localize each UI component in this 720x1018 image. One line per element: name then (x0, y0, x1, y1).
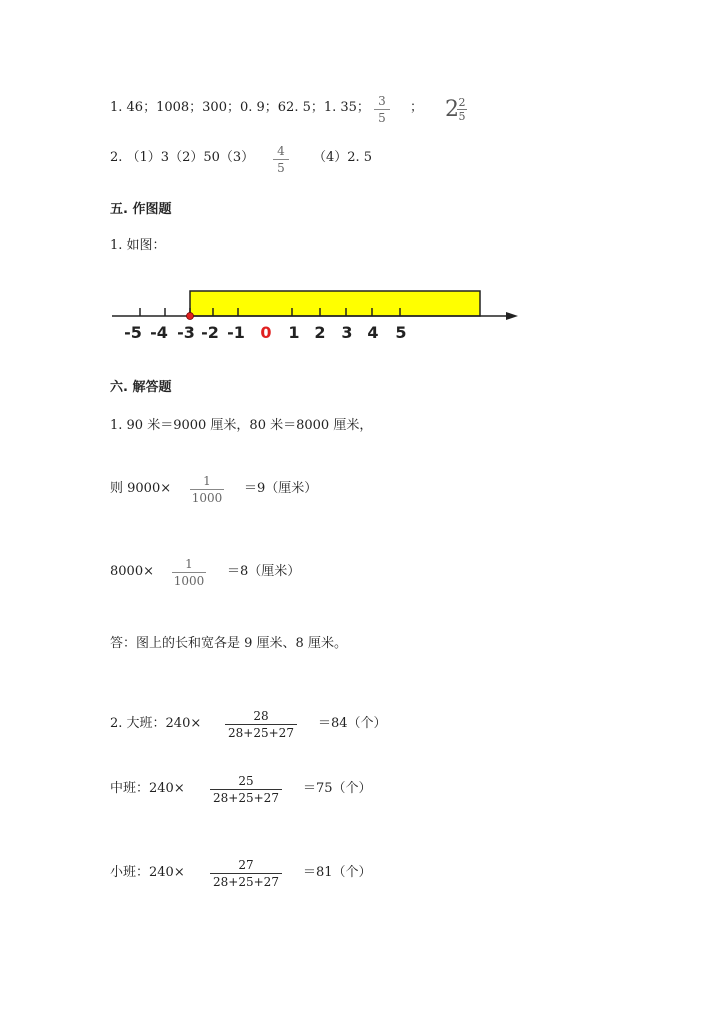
tick-label: 2 (314, 323, 326, 342)
fraction-bar (225, 724, 297, 725)
answer-6-2-line3-prefix: 小班：240× (110, 865, 185, 880)
fraction-bar (273, 159, 289, 160)
answer-6-2-line1-result: ＝84（个） (318, 716, 387, 731)
answer-6-2-line1-fraction (225, 709, 297, 740)
fraction-numerator: 4 (277, 144, 285, 158)
answer-4-2-text-b: （4）2. 5 (313, 150, 373, 165)
answer-4-1-fraction (374, 94, 390, 125)
tick-labels (124, 323, 406, 342)
answer-6-1-conclusion: 答：图上的长和宽各是 9 厘米、8 厘米。 (110, 636, 347, 651)
mixed-number-fraction (457, 97, 467, 122)
answer-6-2-line1-prefix: 2. 大班：240× (110, 716, 202, 731)
answer-6-1-line3-fraction (172, 557, 206, 588)
number-line-figure (0, 280, 720, 350)
tick-label: 4 (367, 323, 379, 342)
tick-label: 1 (288, 323, 300, 342)
answer-6-2-line2-result: ＝75（个） (303, 781, 372, 796)
answer-4-1-separator: ； (410, 100, 424, 115)
answer-6-1-line3-result: ＝8（厘米） (227, 564, 301, 579)
fraction-bar (190, 489, 224, 490)
section-5-heading: 五. 作图题 (110, 202, 172, 217)
start-point-dot (187, 313, 194, 320)
answer-6-1-line2-result: ＝9（厘米） (244, 481, 318, 496)
fraction-denominator: 5 (378, 111, 386, 125)
fraction-bar (172, 572, 206, 573)
answer-6-1-line3-prefix: 8000× (110, 564, 154, 579)
fraction-denominator: 5 (458, 110, 466, 123)
tick-label: -5 (124, 323, 142, 342)
answer-4-1-text: 1. 46；1008；300；0. 9；62. 5；1. 35； (110, 100, 370, 115)
mixed-number-whole: 2 (445, 97, 459, 122)
fraction-numerator: 27 (238, 858, 254, 872)
tick-label: 5 (395, 323, 407, 342)
answer-6-2-line2-fraction (210, 774, 282, 805)
tick-label: -1 (227, 323, 245, 342)
tick-label: 3 (341, 323, 353, 342)
fraction-numerator: 25 (238, 774, 254, 788)
fraction-numerator: 2 (458, 96, 466, 109)
arrow-head-icon (506, 312, 518, 320)
fraction-bar (210, 789, 282, 790)
fraction-denominator: 28+25+27 (213, 791, 279, 805)
answer-6-1-line2-prefix: 则 9000× (110, 481, 172, 496)
section-6-heading: 六. 解答题 (110, 380, 172, 395)
fraction-bar (210, 873, 282, 874)
fraction-denominator: 1000 (173, 574, 205, 588)
section-5-q1-label: 1. 如图： (110, 238, 166, 253)
answer-6-2-line3-result: ＝81（个） (303, 865, 372, 880)
tick-label: -2 (201, 323, 219, 342)
fraction-denominator: 28+25+27 (213, 875, 279, 889)
answer-4-2-fraction (273, 144, 289, 175)
fraction-denominator: 5 (277, 161, 285, 175)
answer-6-2-line3-fraction (210, 858, 282, 889)
fraction-bar (374, 109, 390, 110)
answer-6-2-line2-prefix: 中班：240× (110, 781, 185, 796)
shaded-region (190, 291, 480, 316)
fraction-denominator: 28+25+27 (228, 726, 294, 740)
answer-6-1-line1: 1. 90 米＝9000 厘米，80 米＝8000 厘米， (110, 418, 373, 433)
tick-label: -4 (150, 323, 168, 342)
fraction-numerator: 3 (378, 94, 386, 108)
answer-4-2-text-a: 2. （1）3（2）50（3） (110, 150, 255, 165)
fraction-numerator: 1 (203, 474, 211, 488)
fraction-numerator: 28 (253, 709, 269, 723)
fraction-denominator: 1000 (191, 491, 223, 505)
tick-label-zero: 0 (260, 323, 272, 342)
tick-label: -3 (177, 323, 195, 342)
fraction-numerator: 1 (185, 557, 193, 571)
answer-6-1-line2-fraction (190, 474, 224, 505)
